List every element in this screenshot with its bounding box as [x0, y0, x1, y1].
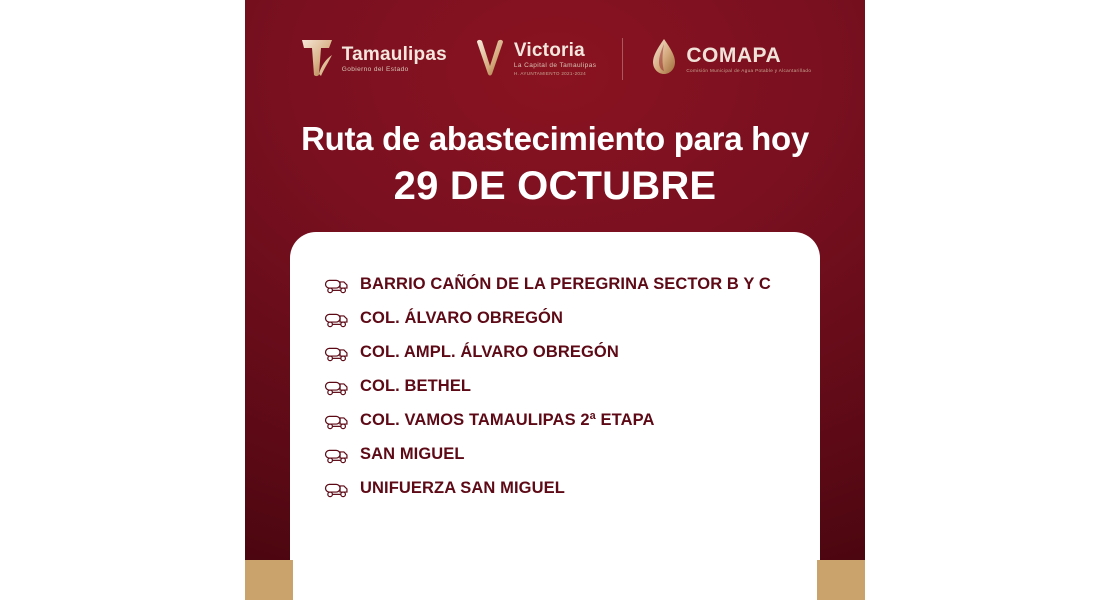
- logo-divider: [622, 38, 623, 80]
- accent-block-right: [817, 560, 865, 600]
- water-truck-icon: [324, 275, 350, 295]
- water-truck-icon: [324, 377, 350, 397]
- victoria-v-icon: [473, 36, 507, 83]
- list-item: [324, 408, 786, 433]
- list-item: [324, 306, 786, 331]
- tamaulipas-logo-text: [342, 45, 447, 74]
- logo-bar: [245, 0, 865, 104]
- tamaulipas-logo-title: Tamaulipas: [341, 43, 447, 65]
- tamaulipas-logo-subtitle: Gobierno del Estado: [341, 65, 409, 73]
- route-label: COL. ÁLVARO OBREGÓN: [360, 309, 563, 327]
- route-label: COL. VAMOS TAMAULIPAS 2ª ETAPA: [360, 411, 655, 429]
- water-truck-icon: [324, 479, 350, 499]
- route-label: SAN MIGUEL: [360, 445, 465, 463]
- comapa-logo-title: COMAPA: [686, 43, 782, 67]
- victoria-logo-text: [514, 41, 596, 76]
- route-list-panel: [290, 232, 820, 600]
- tamaulipas-logo: [299, 36, 447, 83]
- list-item: [324, 340, 786, 365]
- poster-date: 29 DE OCTUBRE: [393, 164, 717, 208]
- list-item: [324, 272, 786, 297]
- list-item: [324, 476, 786, 501]
- victoria-logo: [473, 36, 596, 83]
- water-truck-icon: [324, 343, 350, 363]
- route-label: BARRIO CAÑÓN DE LA PEREGRINA SECTOR B Y C: [360, 275, 771, 293]
- victoria-logo-subtitle: La Capital de Tamaulipas: [513, 62, 597, 70]
- comapa-drop-icon: [649, 37, 679, 82]
- water-truck-icon: [324, 309, 350, 329]
- title-block: [245, 120, 865, 209]
- comapa-logo-subtitle: Comisión Municipal de Agua Potable y Alcantarillado: [686, 67, 812, 73]
- route-label: COL. AMPL. ÁLVARO OBREGÓN: [360, 343, 619, 361]
- comapa-logo-text: [686, 45, 811, 74]
- poster-title: Ruta de abastecimiento para hoy: [301, 120, 809, 157]
- water-truck-icon: [324, 445, 350, 465]
- water-truck-icon: [324, 411, 350, 431]
- announcement-poster: [245, 0, 865, 600]
- victoria-logo-title: Victoria: [513, 40, 585, 62]
- route-label: UNIFUERZA SAN MIGUEL: [360, 479, 565, 497]
- route-label: COL. BETHEL: [360, 377, 472, 395]
- list-item: [324, 442, 786, 467]
- accent-block-left: [245, 560, 293, 600]
- list-item: [324, 374, 786, 399]
- tamaulipas-t-icon: [299, 36, 335, 83]
- comapa-logo: [649, 37, 811, 82]
- victoria-logo-subtitle2: H. AYUNTAMIENTO 2021-2024: [513, 70, 586, 76]
